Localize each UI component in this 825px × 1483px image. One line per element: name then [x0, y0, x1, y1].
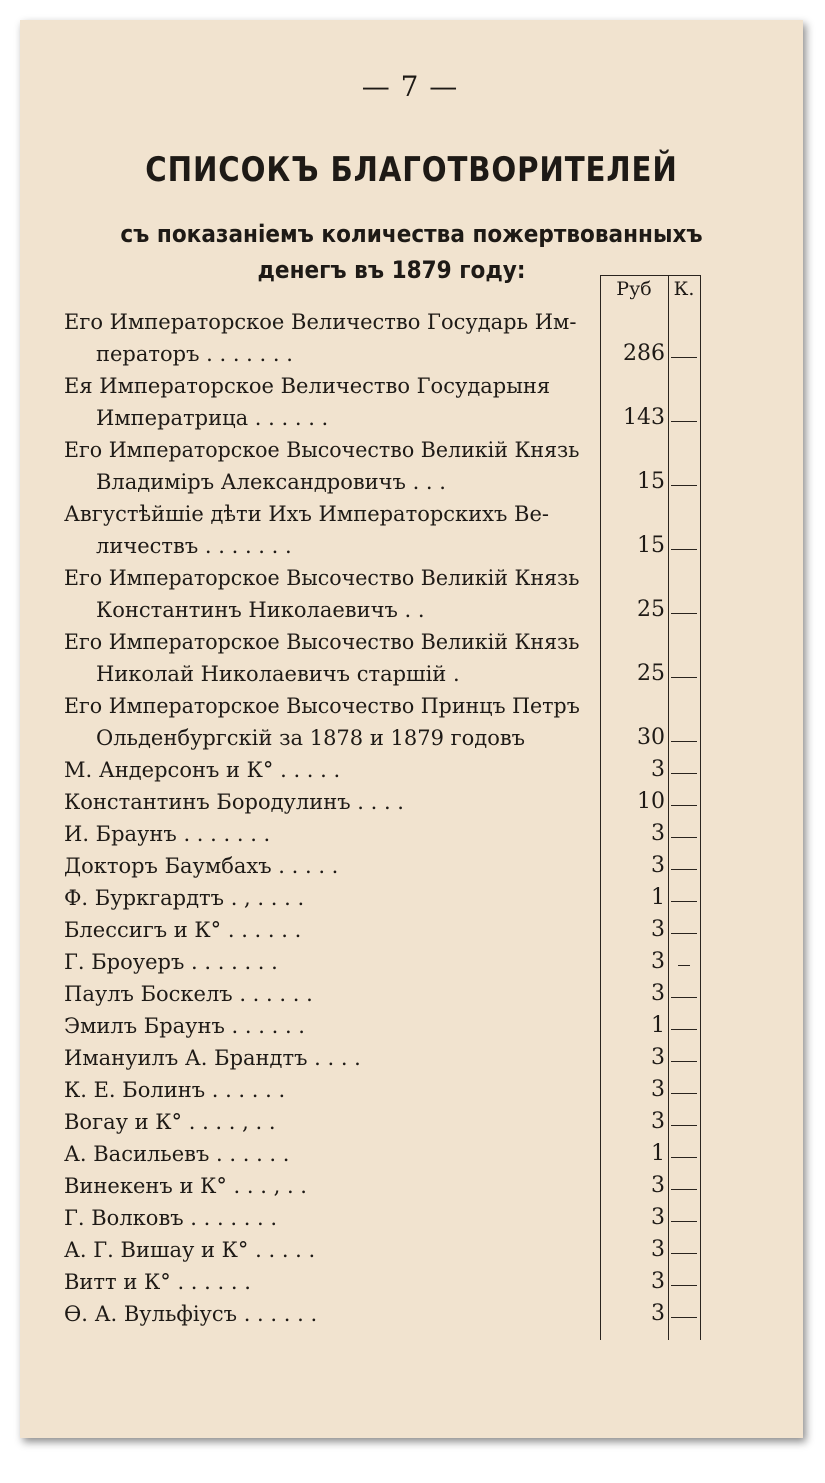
donor-name: Его Императорское Высочество Великій Князь	[64, 438, 580, 462]
amount-rubles: 286	[623, 341, 665, 366]
amount-kopeks-dash	[671, 485, 697, 486]
amount-rubles: 3	[651, 821, 665, 846]
donor-name-continuation: ператоръ . . . . . . .	[96, 342, 293, 366]
amount-rubles: 25	[637, 597, 665, 622]
amount-kopeks-dash	[678, 965, 690, 966]
page-title: СПИСОКЪ БЛАГОТВОРИТЕЛЕЙ	[145, 150, 678, 190]
amount-rubles: 3	[651, 949, 665, 974]
donor-name: Вогау и К° . . . . , . .	[64, 1110, 276, 1134]
amount-rubles: 15	[637, 533, 665, 558]
donor-name: Докторъ Баумбахъ . . . . .	[64, 854, 339, 878]
donor-name: Г. Волковъ . . . . . . .	[64, 1206, 278, 1230]
amount-kopeks-dash	[671, 357, 697, 358]
amount-rubles: 3	[651, 981, 665, 1006]
amount-rubles: 3	[651, 1237, 665, 1262]
amount-kopeks-dash	[671, 1157, 697, 1158]
amount-kopeks-dash	[671, 741, 697, 742]
donor-name-continuation: Константинъ Николаевичъ . .	[96, 598, 425, 622]
amount-kopeks-dash	[671, 677, 697, 678]
donor-name: Ея Императорское Величество Государыня	[64, 374, 551, 398]
page-number: — 7 —	[361, 70, 459, 103]
donor-name: Витт и К° . . . . . .	[64, 1270, 251, 1294]
amount-kopeks-dash	[671, 837, 697, 838]
subtitle-line-2: денегъ въ 1879 году:	[257, 256, 526, 284]
amount-kopeks-dash	[671, 421, 697, 422]
donor-name: Ѳ. А. Вульфіусъ . . . . . .	[64, 1302, 318, 1326]
donor-name: Его Императорское Величество Государь Им-	[64, 310, 577, 334]
amount-rubles: 1	[651, 1013, 665, 1038]
donor-name-continuation: личествъ . . . . . . .	[96, 534, 292, 558]
amount-kopeks-dash	[671, 1221, 697, 1222]
donor-name: Винекенъ и К° . . . , . .	[64, 1174, 307, 1198]
donor-name: Августѣйшіе дѣти Ихъ Императорскихъ Ве-	[64, 502, 549, 526]
amount-kopeks-dash	[671, 1253, 697, 1254]
amount-kopeks-dash	[671, 805, 697, 806]
donor-name: Блессигъ и К° . . . . . .	[64, 918, 302, 942]
donor-name: К. Е. Болинъ . . . . . .	[64, 1078, 286, 1102]
donor-name: Его Императорское Высочество Принцъ Петръ	[64, 694, 580, 718]
amount-kopeks-dash	[671, 773, 697, 774]
donor-name-continuation: Владиміръ Александровичъ . . .	[96, 470, 446, 494]
amount-kopeks-dash	[671, 1317, 697, 1318]
donor-name: Имануилъ А. Брандтъ . . . .	[64, 1046, 361, 1070]
amount-rubles: 25	[637, 661, 665, 686]
donor-name: Ф. Буркгардтъ . , . . . .	[64, 886, 305, 910]
amount-kopeks-dash	[671, 1125, 697, 1126]
amount-rubles: 3	[651, 1269, 665, 1294]
amount-rubles: 3	[651, 1173, 665, 1198]
amount-rubles: 3	[651, 1301, 665, 1326]
donor-name: М. Андерсонъ и К° . . . . .	[64, 758, 341, 782]
amount-kopeks-dash	[671, 1093, 697, 1094]
amount-kopeks-dash	[671, 1061, 697, 1062]
amount-kopeks-dash	[671, 1189, 697, 1190]
amount-rubles: 3	[651, 757, 665, 782]
donor-list	[20, 20, 803, 1438]
amount-rubles: 3	[651, 1045, 665, 1070]
amount-rubles: 30	[637, 725, 665, 750]
amount-rubles: 15	[637, 469, 665, 494]
amount-kopeks-dash	[671, 997, 697, 998]
amount-kopeks-dash	[671, 869, 697, 870]
column-header-kopeks: К.	[673, 278, 695, 300]
donor-name: Г. Броуеръ . . . . . . .	[64, 950, 278, 974]
donor-name: Константинъ Бородулинъ . . . .	[64, 790, 404, 814]
amount-kopeks-dash	[671, 549, 697, 550]
donor-name: Его Императорское Высочество Великій Князь	[64, 630, 580, 654]
amount-kopeks-dash	[671, 1285, 697, 1286]
donor-name: Его Императорское Высочество Великій Князь	[64, 566, 580, 590]
column-header-rubles: Руб	[616, 278, 652, 300]
amount-kopeks-dash	[671, 613, 697, 614]
amount-rubles: 10	[637, 789, 665, 814]
donor-name: И. Браунъ . . . . . . .	[64, 822, 271, 846]
amount-rubles: 3	[651, 853, 665, 878]
donor-name: Паулъ Боскелъ . . . . . .	[64, 982, 313, 1006]
amount-rubles: 3	[651, 1109, 665, 1134]
amount-rubles: 3	[651, 917, 665, 942]
amount-rubles: 1	[651, 885, 665, 910]
donor-name: А. Г. Вишау и К° . . . . .	[64, 1238, 316, 1262]
amount-rubles: 143	[623, 405, 665, 430]
amount-rubles: 3	[651, 1205, 665, 1230]
scanned-page	[20, 20, 803, 1438]
donor-name: Эмилъ Браунъ . . . . . .	[64, 1014, 305, 1038]
amount-kopeks-dash	[671, 1029, 697, 1030]
amount-kopeks-dash	[671, 901, 697, 902]
donor-name-continuation: Императрица . . . . . .	[96, 406, 329, 430]
amount-kopeks-dash	[671, 933, 697, 934]
amount-rubles: 3	[651, 1077, 665, 1102]
donor-name-continuation: Ольденбургскій за 1878 и 1879 годовъ	[96, 726, 526, 750]
donor-name-continuation: Николай Николаевичъ старшій .	[96, 662, 460, 686]
subtitle-line-1: съ показаніемъ количества пожертвованныхъ	[120, 220, 703, 248]
amount-rubles: 1	[651, 1141, 665, 1166]
donor-name: А. Васильевъ . . . . . .	[64, 1142, 290, 1166]
